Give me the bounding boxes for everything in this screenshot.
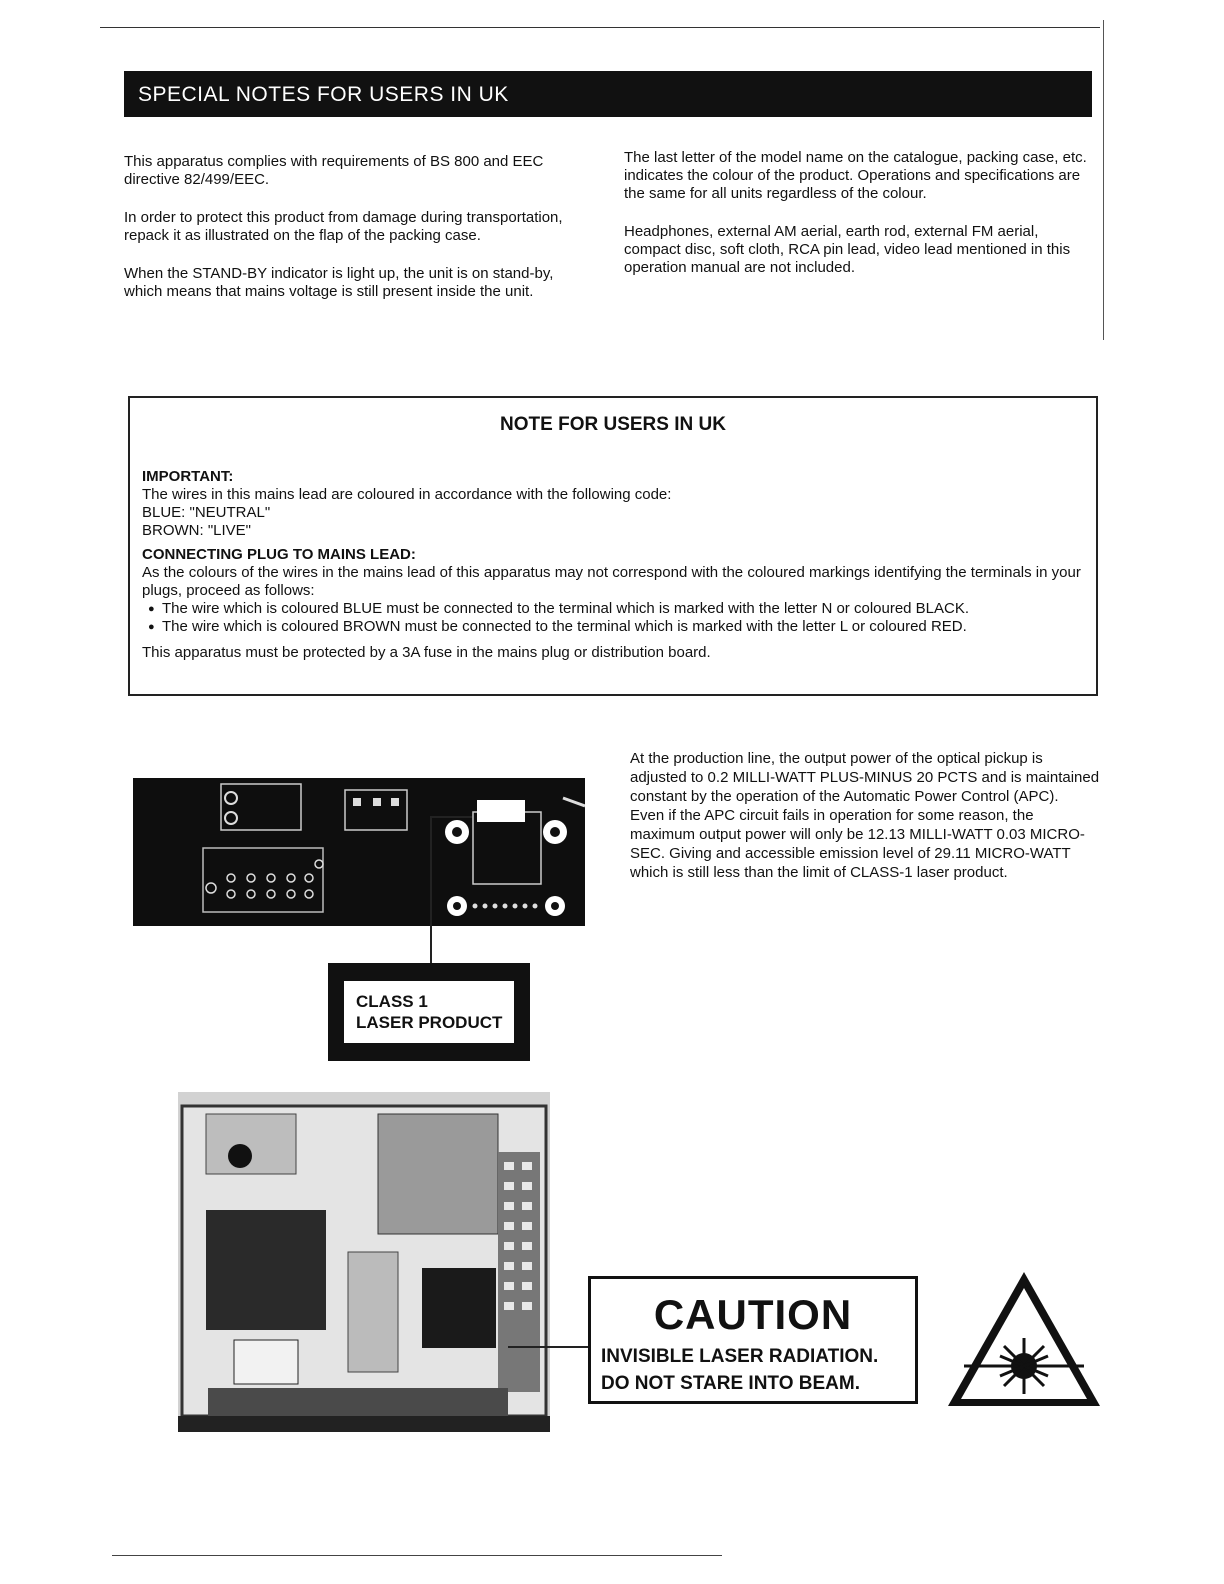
- label-leader-line: [430, 816, 432, 964]
- apc-text: [630, 749, 1102, 882]
- paragraph-bs800: This apparatus complies with requirements of BS 800 and EEC directive 82/499/EEC.: [124, 153, 544, 188]
- paragraph-model-colour: The last letter of the model name on the catalogue, packing case, etc. indicates the colour of the product. Operations and specifications are the same for all units regardless of the colour.: [624, 149, 1087, 202]
- label-leader-line: [430, 816, 472, 818]
- note-body: [142, 462, 1087, 662]
- section-title: SPECIAL NOTES FOR USERS IN UK: [138, 83, 509, 106]
- class1-label-inner: [344, 981, 514, 1043]
- inside-view-image: [178, 1092, 550, 1432]
- rear-panel-image: [133, 778, 585, 926]
- section-header: [124, 71, 1092, 117]
- paragraph-accessories: Headphones, external AM aerial, earth rod, external FM aerial, compact disc, soft cloth, RCA pin lead, video lead mentioned in this operation manual are not included.: [624, 223, 1071, 276]
- important-label: IMPORTANT:: [142, 468, 234, 485]
- caution-label: [588, 1276, 918, 1404]
- apc-paragraph-2: Even if the APC circuit fails in operation for some reason, the maximum output power will only be 12.13 MILLI-WATT 0.03 MICRO-SEC. Giving and accessible emission level of 29.11 MICRO-WATT which is still less than the limit of CLASS-1 laser product.: [630, 807, 1085, 881]
- wires-text: The wires in this mains lead are coloured in accordance with the following code:: [142, 486, 672, 503]
- caution-leader-line: [508, 1346, 590, 1348]
- wire-instructions: [142, 600, 1087, 636]
- right-column: [624, 149, 1094, 297]
- brown-code: BROWN: "LIVE": [142, 522, 251, 539]
- apc-paragraph-1: At the production line, the output power of the optical pickup is adjusted to 0.2 MILLI-WATT PLUS-MINUS 20 PCTS and is maintained constant by the operation of the Automatic Power Control (APC).: [630, 750, 1100, 805]
- fuse-text: This apparatus must be protected by a 3A fuse in the mains plug or distribution board.: [142, 644, 711, 661]
- bottom-rule: [112, 1555, 722, 1556]
- blue-code: BLUE: "NEUTRAL": [142, 504, 271, 521]
- caution-title: CAUTION: [653, 1291, 853, 1338]
- class1-label: [328, 963, 530, 1061]
- left-column: [124, 153, 594, 321]
- paragraph-transport: In order to protect this product from damage during transportation, repack it as illustrated on the flap of the packing case.: [124, 209, 563, 244]
- top-rule: [100, 27, 1100, 28]
- laser-warning-icon: [944, 1268, 1104, 1410]
- note-box: [128, 396, 1098, 696]
- class1-label-text: [356, 991, 502, 1033]
- note-title: NOTE FOR USERS IN UK: [500, 414, 726, 435]
- inside-view-drawing: [178, 1092, 550, 1432]
- connecting-label: CONNECTING PLUG TO MAINS LEAD:: [142, 546, 416, 563]
- right-rule: [1103, 20, 1104, 340]
- laser-product-line: LASER PRODUCT: [356, 1013, 503, 1032]
- list-item: ● The wire which is coloured BLUE must be connected to the terminal which is marked with the letter N or coloured BLACK.: [148, 600, 1087, 618]
- connecting-text: As the colours of the wires in the mains lead of this apparatus may not correspond with the coloured markings identifying the terminals in your plugs, proceed as follows:: [142, 564, 1081, 599]
- caution-text: [601, 1343, 878, 1397]
- caution-line-1: INVISIBLE LASER RADIATION.: [601, 1346, 879, 1367]
- list-item: ● The wire which is coloured BROWN must be connected to the terminal which is marked with the letter L or coloured RED.: [148, 618, 1087, 636]
- caution-line-2: DO NOT STARE INTO BEAM.: [601, 1373, 860, 1394]
- class1-line: CLASS 1: [356, 992, 428, 1011]
- paragraph-standby: When the STAND-BY indicator is light up, the unit is on stand-by, which means that mains voltage is still present inside the unit.: [124, 265, 554, 300]
- rear-panel-drawing: [133, 778, 585, 926]
